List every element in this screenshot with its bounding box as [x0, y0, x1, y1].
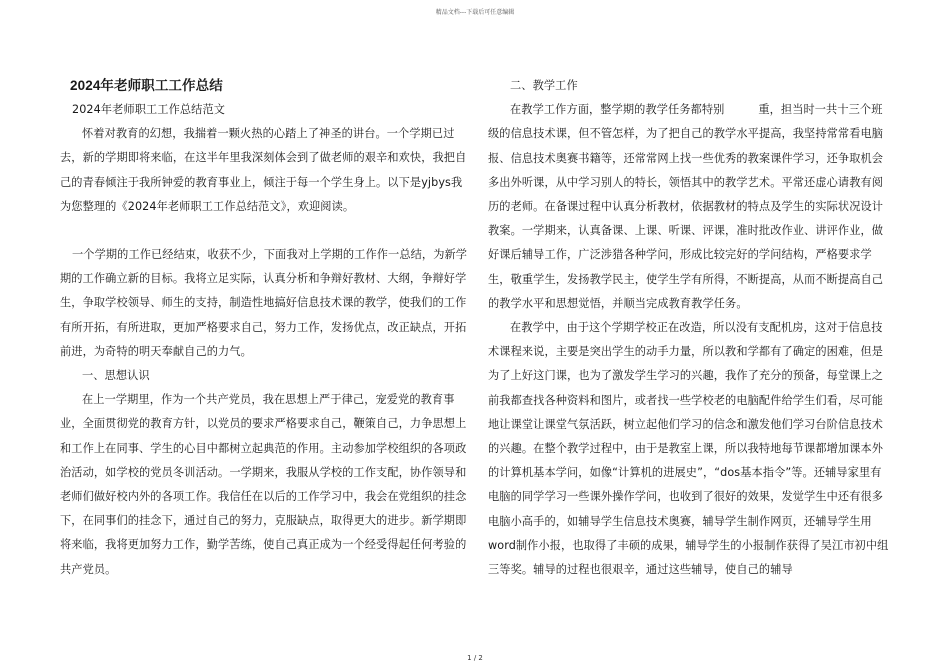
intro-paragraph: 怀着对教育的幻想，我揣着一颗火热的心踏上了神圣的讲台。一个学期已过去，新的学期即将来临，在这半年里我深刻体会到了做老师的艰辛和欢快，我把自己的青春倾注于我所钟爱的教育事业上，倾注于每一个学生身上。以下是yjbys我为您整理的《2024年老师职工工作总结范文》，欢迎阅读。 [60, 127, 467, 213]
section-heading-ideology: 一、思想认识 [82, 369, 150, 383]
left-column [60, 74, 468, 582]
page-number: 1 / 2 [467, 654, 483, 662]
header-note: 精品文档---下载后可任意编辑 [435, 9, 515, 16]
section-heading-teaching: 二、教学工作 [510, 79, 578, 92]
document-title: 2024年老师职工工作总结 [70, 78, 223, 93]
document-subtitle: 2024年老师职工工作总结范文 [72, 103, 226, 116]
section-body-teaching: 在教学工作方面，整学期的教学任务都特别 重，担当时一共十三个班级的信息技术课，但不管怎样，为了把自己的教学水平提高，我坚持常常看电脑报、信息技术奥赛书籍等，还常常网上找一些优秀的教案课件学习，还争取机会多出外听课，从中学习别人的特长，领悟其中的教学艺术。平常还虚心请教有阅历的老师。在备课过程中认真分析教材，依据教材的特点及学生的实际状况设计教案。一学期来，认真备课、上课、听课、评课，准时批改作业、讲评作业，做好课后辅导工作，广泛涉猎各种学问，形成比较完好的学问结构，严格要求学生，敬重学生，发扬教学民主，使学生学有所得，不断提高，从而不断提高自己的教学水平和思想觉悟，并顺当完成教育教学任务。 [488, 103, 884, 310]
right-column [488, 74, 890, 582]
section-body-ideology: 在上一学期里，作为一个共产党员，我在思想上严于律己，宠爱党的教育事业，全面贯彻党的教育方针，以党员的要求严格要求自己，鞭策自己，力争思想上和工作上在同事、学生的心目中都树立起典范的作用。主动参加学校组织的各项政治活动，如学校的党员冬训活动。一学期来，我服从学校的工作支配，协作领导和老师们做好校内外的各项工作。我信任在以后的工作学习中，我会在党组织的挂念下，在同事们的挂念下，通过自己的努力，克服缺点，取得更大的进步。新学期即将来临，我将更加努力工作，勤学苦练，使自己真正成为一个经受得起任何考验的共产党员。 [60, 393, 467, 576]
summary-paragraph: 一个学期的工作已经结束，收获不少，下面我对上学期的工作作一总结，为新学期的工作确立新的目标。我将立足实际，认真分析和争辩好教材、大纲，争辩好学生，争取学校领导、师生的支持，制造性地搞好信息技术课的教学，使我们的工作有所开拓，有所进取，更加严格要求自己，努力工作，发扬优点，改正缺点，开拓前进，为奇特的明天奉献自己的力气。 [60, 248, 468, 358]
teaching-paragraph-2: 在教学中，由于这个学期学校正在改造，所以没有支配机房，这对于信息技术课程来说，主要是突出学生的动手力量，所以教和学都有了确定的困难，但是为了上好这门课，也为了激发学生学习的兴趣，我作了充分的预备，每堂课上之前我都查找各种资料和图片，或者找一些学校老的电脑配件给学生们看，尽可能地让课堂让课堂气氛活跃，树立起他们学习的信念和激发他们学习台阶信息技术的兴趣。在整个教学过程中，由于是教室上课，所以我特地每节课都增加课本外的计算机基本学问，如像“计算机的进展史”，“dos基本指令”等。还辅导家里有电脑的同学学习一些课外操作学问，也收到了很好的效果，发觉学生中还有很多电脑小高手的，如辅导学生信息技术奥赛，辅导学生制作网页，还辅导学生用word制作小报，也取得了丰硕的成果，辅导学生的小报制作获得了吴江市初中组三等奖。辅导的过程也很艰辛，通过这些辅导，使自己的辅导 [488, 321, 889, 577]
